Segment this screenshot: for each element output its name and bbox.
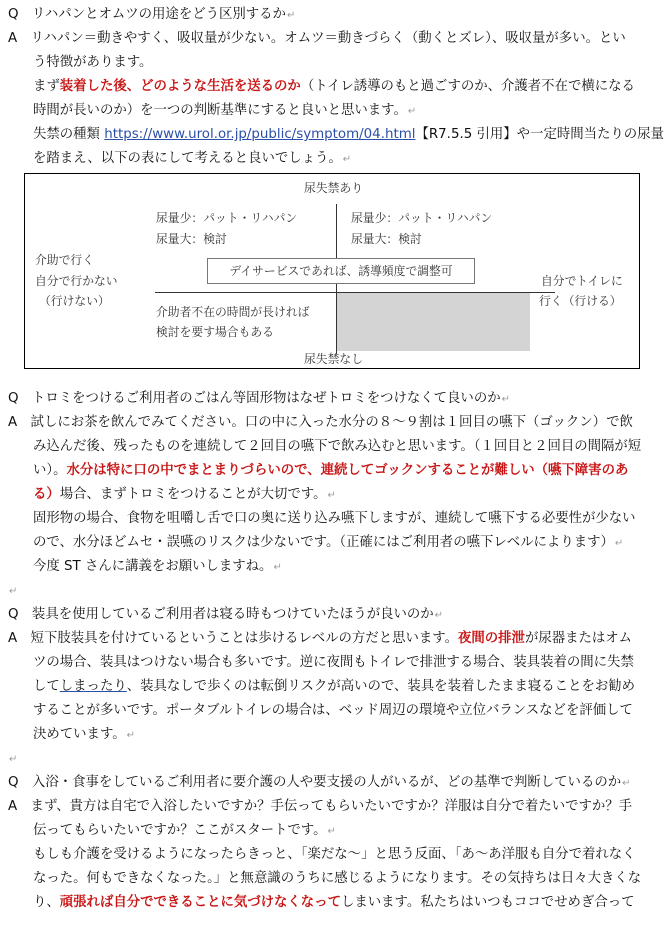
text-segment: Q トロミをつけるご利用者のごはん等固形物はなぜトロミをつけなくて良いのか [8, 391, 501, 406]
text-line [8, 390, 510, 409]
text-segment: A 短下肢装具を付けているということは歩けるレベルの方だと思います。 [8, 631, 458, 646]
paragraph-mark-icon: ↵ [501, 394, 510, 405]
text-line [33, 870, 641, 888]
quadrant-upper-left-line2: 尿量大：検討 [156, 232, 227, 246]
text-segment: A まず、貴方は自宅で入浴したいですか？手伝ってもらいたいですか？洋服は自分で着たいですか？手 [8, 799, 633, 814]
quadrant-upper-right-line2: 尿量大：検討 [351, 232, 422, 246]
shaded-quadrant [337, 293, 530, 351]
text-line [33, 726, 135, 745]
text-line [33, 678, 635, 696]
text-line [33, 150, 351, 169]
text-segment: を踏まえ、以下の表にして考えると良いでしょう。 [33, 151, 342, 166]
text-segment: 時間が長いのか）を一つの判断基準にすると良いと思います。 [33, 103, 407, 118]
text-line [33, 534, 623, 553]
text-segment: り、 [33, 895, 60, 910]
text-line [33, 654, 634, 672]
emphasis-text: 水分は特に口の中でまとまりづらいので、連続してゴックンすることが難しい（嚥下障害のあ [66, 463, 629, 478]
text-line [8, 414, 633, 432]
text-line [8, 774, 631, 793]
text-line [8, 6, 295, 25]
symptom-link[interactable]: https://www.urol.or.jp/public/symptom/04.html [104, 127, 416, 142]
text-segment: Q リハパンとオムツの用途をどう区別するか [8, 7, 286, 22]
text-segment: もしも介護を受けるようになったらきっと、「楽だな～」と思う反面、「あ～あ洋服も自分で着れなく [33, 847, 636, 862]
text-segment: 決めています。 [33, 727, 126, 742]
quadrant-lower-left-line1: 介助者不在の時間が長ければ [156, 305, 310, 319]
paragraph-mark-icon: ↵ [342, 154, 352, 165]
text-segment: ツの場合、装具はつけない場合も多いです。逆に夜間もトイレで排泄する場合、装具装着の間に失禁 [33, 655, 634, 670]
text-segment: A リハパン＝動きやすく、吸収量が少ない。オムツ＝動きづらく（動くとズレ）、吸収量が多い。とい [8, 31, 626, 46]
paragraph-mark-icon: ↵ [126, 730, 136, 741]
paragraph-mark-icon: ↵ [614, 538, 624, 549]
text-segment: 、装具なしで歩くのは転倒リスクが高いので、装具を装着したまま寝ることをお勧め [126, 679, 636, 694]
axis-left-line3: （行けない） [39, 294, 110, 308]
text-line [8, 582, 17, 601]
paragraph-mark-icon: ↵ [286, 10, 296, 21]
text-segment: （トイレ誘導のもと過ごすのか、介護者不在で横になる [300, 79, 635, 94]
incontinence-matrix [24, 173, 640, 369]
text-segment: 【R7.5.5 引用】や一定時間当たりの尿量 [415, 127, 664, 142]
text-segment: 今度 ST さんに講義をお願いしますね。 [33, 559, 273, 574]
text-segment: 伝ってもらいたいですか？ここがスタートです。 [33, 823, 327, 838]
text-segment: Q 入浴・食事をしているご利用者に要介護の人や要支援の人がいるが、どの基準で判断しているのか [8, 775, 622, 790]
text-segment: A 試しにお茶を飲んでみてください。口の中に入った水分の８～９割は１回目の嚥下（ゴックン）で飲 [8, 415, 633, 430]
axis-left-line2: 自分で行かない [35, 274, 118, 288]
text-segment: い）。 [33, 463, 67, 478]
text-segment: することが多いです。ポータブルトイレの場合は、ベッド周辺の環境や立位バランスなどを評価して [33, 703, 633, 718]
axis-top-label: 尿失禁あり [304, 181, 363, 195]
text-line [33, 54, 152, 72]
paragraph-mark-icon: ↵ [434, 610, 444, 621]
paragraph-mark-icon: ↵ [622, 778, 631, 789]
text-segment: 固形物の場合、食物を咀嚼し舌で口の奥に送り込み嚥下しますが、連続して嚥下する必要性が少ない [33, 511, 636, 526]
paragraph-mark-icon: ↵ [327, 826, 336, 837]
emphasis-text: 頑張れば自分でできることに気づけなくなって [59, 895, 341, 910]
text-line [33, 78, 635, 96]
text-line [33, 486, 336, 505]
text-segment: う特徴があります。 [33, 55, 153, 70]
quadrant-upper-right-line1: 尿量少：パット・リハパン [351, 211, 493, 225]
text-segment: しまいます。私たちはいつもココでせめぎ合って [340, 895, 635, 910]
text-segment: み込んだ後、残ったものを連続して２回目の嚥下で飲み込むと思います。（１回目と２回目の間隔が短 [33, 439, 642, 454]
quadrant-upper-left-line1: 尿量少：パット・リハパン [156, 211, 298, 225]
text-line [33, 462, 628, 480]
text-line [8, 630, 632, 648]
paragraph-mark-icon: ↵ [407, 106, 417, 117]
text-line [33, 702, 633, 720]
emphasis-text: る） [33, 487, 60, 502]
text-line [33, 822, 336, 841]
quadrant-lower-left-line2: 検討を要す場合もある [156, 325, 274, 339]
text-line [33, 894, 635, 912]
text-segment: ので、水分ほどムセ・誤嚥のリスクは少ないです。（正確にはご利用者の嚥下レベルによります） [33, 535, 614, 550]
text-line [33, 510, 636, 528]
text-line [33, 846, 636, 864]
text-line [8, 30, 626, 48]
underlined-text: しまったり [59, 679, 127, 694]
day-service-note: デイサービスであれば、誘導頻度で調整可 [207, 258, 475, 284]
emphasis-text: 装着した後、どのような生活を送るのか [59, 79, 301, 94]
axis-bottom-label: 尿失禁なし [304, 352, 363, 366]
text-line [8, 750, 17, 769]
emphasis-text: 夜間の排泄 [457, 631, 525, 646]
text-segment: Q 装具を使用しているご利用者は寝る時もつけていたほうが良いのか [8, 607, 434, 622]
text-segment: なった。何もできなくなった。」と無意識のうちに感じるようになります。その気持ちは日々大きくな [33, 871, 642, 886]
axis-left-line1: 介助で行く [35, 253, 94, 267]
text-segment: が尿器またはオム [524, 631, 633, 646]
paragraph-mark-icon: ↵ [9, 586, 18, 597]
paragraph-mark-icon: ↵ [9, 754, 18, 765]
text-segment: 失禁の種類 [33, 127, 105, 142]
text-line [33, 438, 641, 456]
text-segment: して [33, 679, 60, 694]
text-line [8, 606, 443, 625]
axis-right-line2: 行く（行ける） [539, 294, 622, 308]
text-line [33, 102, 416, 121]
text-line [33, 126, 664, 144]
text-segment: 場合、まずトロミをつけることが大切です。 [59, 487, 327, 502]
axis-right-line1: 自分でトイレに [541, 274, 623, 288]
text-segment: まず [33, 79, 60, 94]
paragraph-mark-icon: ↵ [273, 562, 282, 573]
text-line [33, 558, 282, 577]
text-line [8, 798, 632, 816]
paragraph-mark-icon: ↵ [327, 490, 336, 501]
